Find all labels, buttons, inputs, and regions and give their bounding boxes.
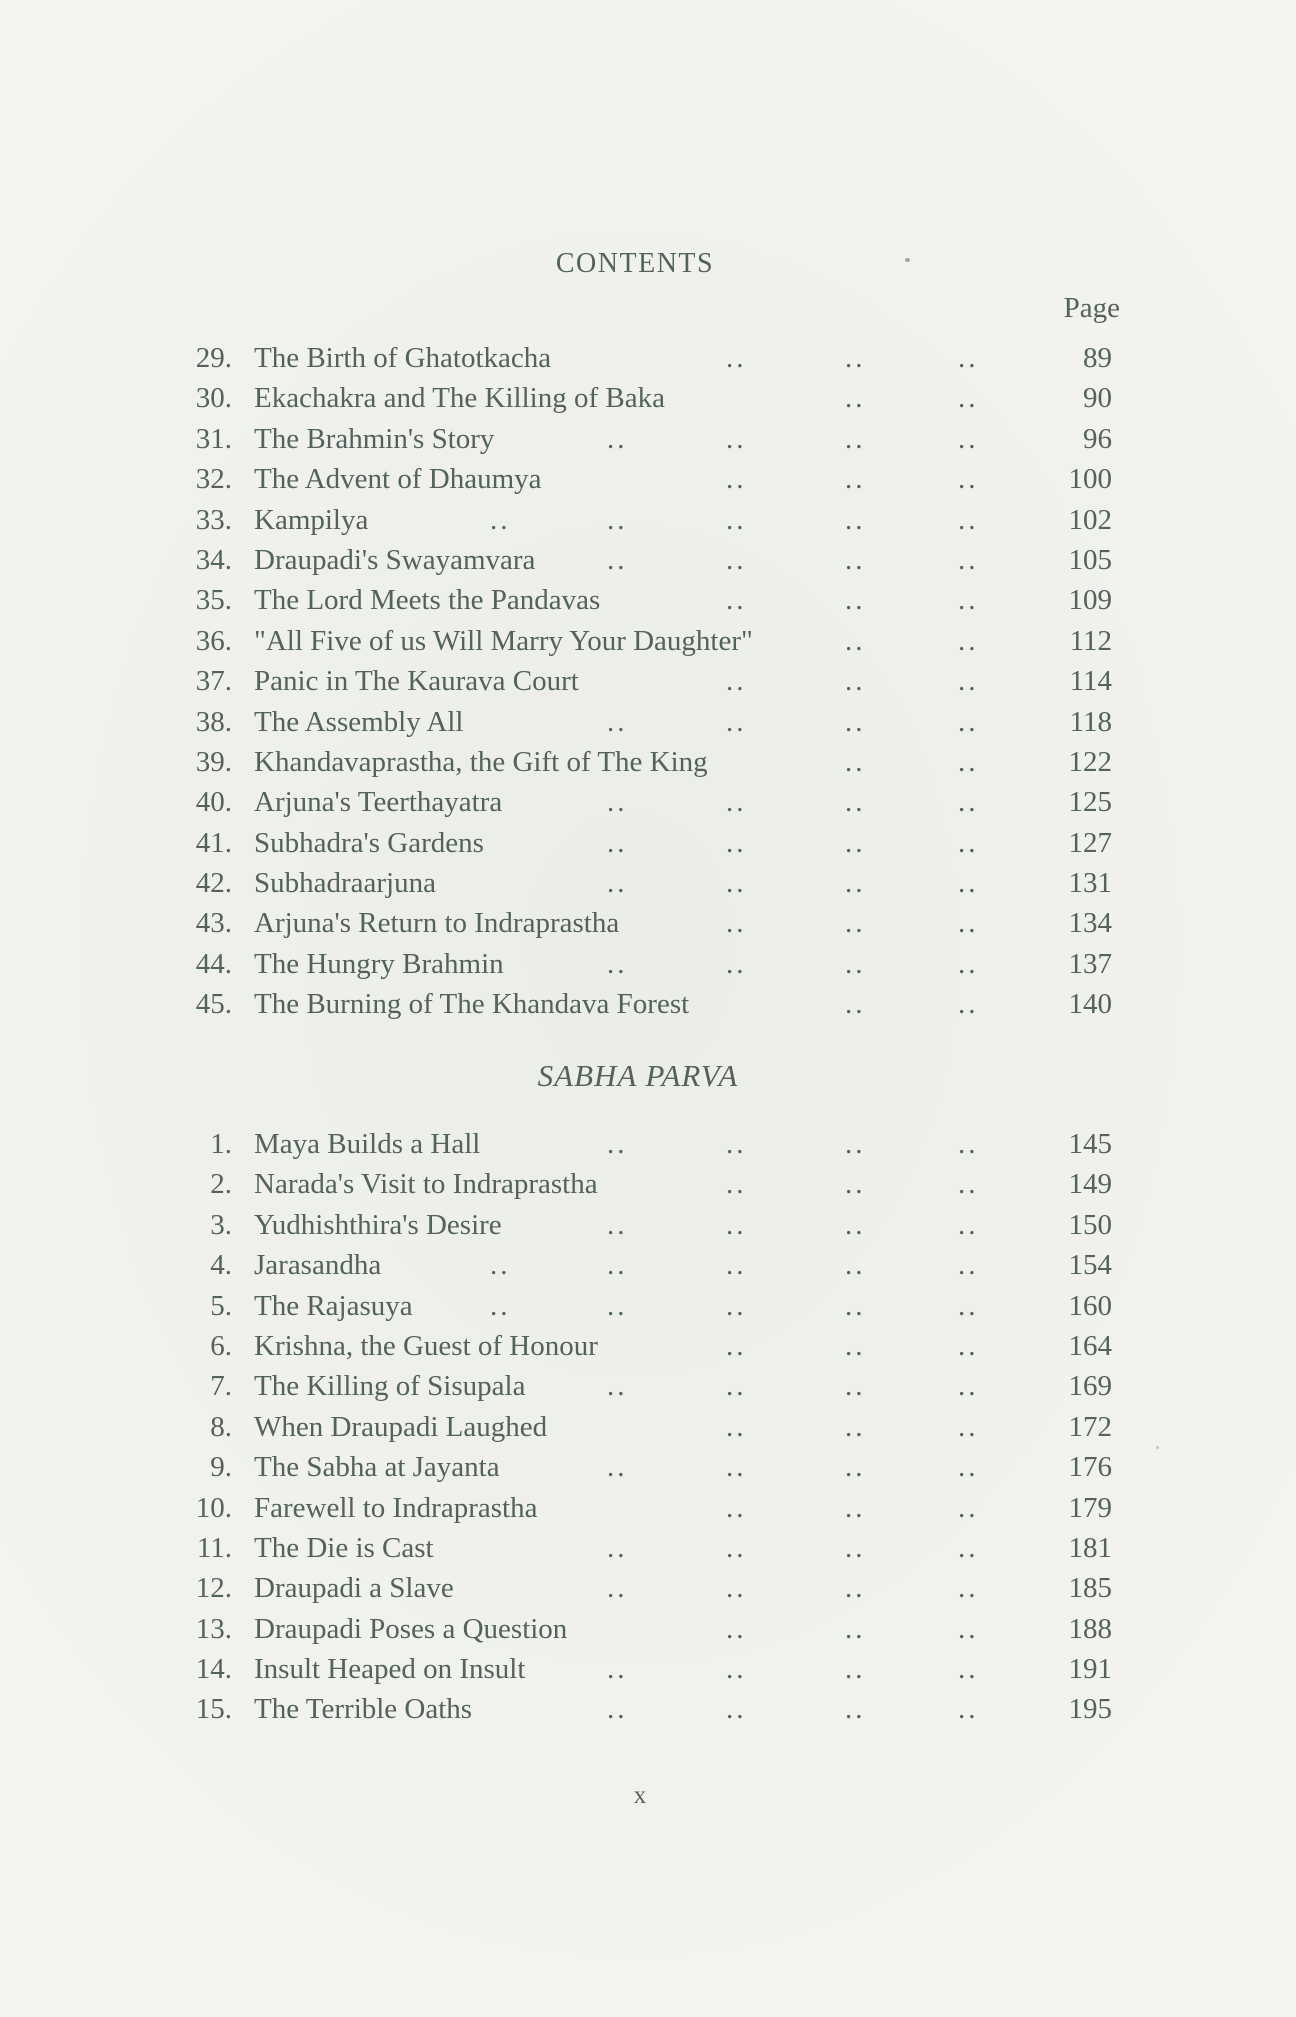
entry-number: 14. <box>195 1653 232 1686</box>
entry-page-number: 137 <box>1068 947 1112 980</box>
entry-title: Narada's Visit to Indraprastha <box>254 1168 598 1201</box>
leader-dots: .. <box>726 826 747 859</box>
leader-dots: .. <box>726 1612 747 1645</box>
entry-page-number: 122 <box>1068 745 1112 778</box>
toc-entry <box>140 702 1112 742</box>
entry-page-number: 145 <box>1068 1128 1112 1160</box>
leader-dots: .. <box>958 1612 979 1645</box>
entry-page-number: 96 <box>1083 422 1112 455</box>
entry-page-number: 172 <box>1068 1410 1112 1443</box>
leader-dots: .. <box>726 584 747 617</box>
leader-dots: .. <box>958 543 979 576</box>
leader-dots: .. <box>845 342 866 374</box>
leader-dots: .. <box>726 786 747 819</box>
leader-dots: .. <box>958 1451 979 1484</box>
entry-title: The Killing of Sisupala <box>254 1370 526 1403</box>
toc-entry <box>140 459 1112 499</box>
entry-page-number: 191 <box>1068 1653 1112 1686</box>
entry-number: 8. <box>210 1410 232 1443</box>
leader-dots: .. <box>845 907 866 940</box>
leader-dots: .. <box>607 503 628 536</box>
toc-entry <box>140 1326 1112 1366</box>
toc-entry <box>140 1488 1112 1528</box>
toc-entry <box>140 1407 1112 1447</box>
leader-dots: .. <box>726 1289 747 1322</box>
leader-dots: .. <box>958 745 979 778</box>
entry-page-number: 179 <box>1068 1491 1112 1524</box>
toc-entry <box>140 621 1112 661</box>
leader-dots: .. <box>607 422 628 455</box>
entry-page-number: 127 <box>1068 826 1112 859</box>
entry-page-number: 114 <box>1069 665 1112 698</box>
leader-dots: .. <box>726 1491 747 1524</box>
leader-dots: .. <box>958 503 979 536</box>
entry-page-number: 109 <box>1068 584 1112 617</box>
leader-dots: .. <box>607 705 628 738</box>
leader-dots: .. <box>845 1410 866 1443</box>
leader-dots: .. <box>607 1572 628 1605</box>
leader-dots: .. <box>726 1329 747 1362</box>
entry-number: 10. <box>195 1491 232 1524</box>
entry-title: Draupadi a Slave <box>254 1572 454 1605</box>
toc-entry <box>140 742 1112 782</box>
leader-dots: .. <box>490 503 511 536</box>
leader-dots: .. <box>958 1491 979 1524</box>
leader-dots: .. <box>726 1370 747 1403</box>
folio-page-number: x <box>633 1782 647 1809</box>
leader-dots: .. <box>845 1693 866 1726</box>
leader-dots: .. <box>726 543 747 576</box>
leader-dots: .. <box>958 1531 979 1564</box>
entry-number: 36. <box>195 624 232 657</box>
toc-entry <box>140 1124 1112 1164</box>
leader-dots: .. <box>845 1491 866 1524</box>
entry-title: Khandavaprastha, the Gift of The King <box>254 745 708 778</box>
leader-dots: .. <box>845 1168 866 1201</box>
entry-title: Jarasandha <box>254 1249 382 1282</box>
entry-page-number: 181 <box>1068 1531 1112 1564</box>
toc-entry <box>140 1164 1112 1204</box>
entry-number: 43. <box>195 907 232 940</box>
leader-dots: .. <box>958 705 979 738</box>
entry-number: 6. <box>210 1329 232 1362</box>
leader-dots: .. <box>845 1249 866 1282</box>
leader-dots: .. <box>726 947 747 980</box>
entry-title: Subhadra's Gardens <box>254 826 484 859</box>
leader-dots: .. <box>726 463 747 496</box>
scan-speck <box>905 258 910 262</box>
leader-dots: .. <box>726 1572 747 1605</box>
leader-dots: .. <box>845 503 866 536</box>
toc-section-adi-parva-continued <box>140 338 1112 1025</box>
toc-entry <box>140 338 1112 378</box>
entry-title: The Burning of The Khandava Forest <box>254 988 690 1021</box>
entry-number: 37. <box>195 665 232 698</box>
leader-dots: .. <box>726 1451 747 1484</box>
leader-dots: .. <box>845 705 866 738</box>
leader-dots: .. <box>845 1572 866 1605</box>
entry-page-number: 89 <box>1083 342 1112 374</box>
entry-number: 35. <box>195 584 232 617</box>
leader-dots: .. <box>958 786 979 819</box>
leader-dots: .. <box>726 1208 747 1241</box>
entry-page-number: 118 <box>1069 705 1112 738</box>
entry-number: 3. <box>210 1208 232 1241</box>
entry-title: When Draupadi Laughed <box>254 1410 548 1443</box>
entry-title: Subhadraarjuna <box>254 867 436 900</box>
toc-entry <box>140 1286 1112 1326</box>
leader-dots: .. <box>607 1289 628 1322</box>
leader-dots: .. <box>845 382 866 415</box>
toc-entry <box>140 661 1112 701</box>
entry-page-number: 105 <box>1068 543 1112 576</box>
leader-dots: .. <box>607 1451 628 1484</box>
leader-dots: .. <box>958 584 979 617</box>
leader-dots: .. <box>726 1693 747 1726</box>
entry-page-number: 125 <box>1068 786 1112 819</box>
leader-dots: .. <box>958 1249 979 1282</box>
leader-dots: .. <box>845 1531 866 1564</box>
entry-page-number: 131 <box>1068 867 1112 900</box>
entry-page-number: 185 <box>1068 1572 1112 1605</box>
entry-page-number: 150 <box>1068 1208 1112 1241</box>
entry-number: 4. <box>210 1249 232 1282</box>
entry-number: 11. <box>196 1531 232 1564</box>
leader-dots: .. <box>958 867 979 900</box>
leader-dots: .. <box>726 503 747 536</box>
entry-page-number: 112 <box>1069 624 1112 657</box>
leader-dots: .. <box>845 584 866 617</box>
entry-title: The Brahmin's Story <box>254 422 495 455</box>
entry-title: Arjuna's Return to Indraprastha <box>254 907 620 940</box>
leader-dots: .. <box>958 1168 979 1201</box>
toc-entry <box>140 823 1112 863</box>
entry-number: 12. <box>195 1572 232 1605</box>
leader-dots: .. <box>958 1693 979 1726</box>
leader-dots: .. <box>958 1329 979 1362</box>
leader-dots: .. <box>958 342 979 374</box>
entry-number: 30. <box>195 382 232 415</box>
entry-title: Farewell to Indraprastha <box>254 1491 538 1524</box>
leader-dots: .. <box>845 1370 866 1403</box>
leader-dots: .. <box>726 422 747 455</box>
entry-number: 41. <box>195 826 232 859</box>
toc-entry <box>140 1609 1112 1649</box>
toc-entry <box>140 1245 1112 1285</box>
entry-number: 32. <box>195 463 232 496</box>
leader-dots: .. <box>607 1653 628 1686</box>
leader-dots: .. <box>958 1289 979 1322</box>
leader-dots: .. <box>845 1128 866 1160</box>
leader-dots: .. <box>845 1289 866 1322</box>
entry-title: Krishna, the Guest of Honour <box>254 1329 598 1362</box>
leader-dots: .. <box>607 947 628 980</box>
leader-dots: .. <box>958 947 979 980</box>
page-title: CONTENTS <box>555 248 715 279</box>
entry-title: Panic in The Kaurava Court <box>254 665 579 698</box>
entry-page-number: 195 <box>1068 1693 1112 1726</box>
entry-title: Draupadi's Swayamvara <box>254 543 536 576</box>
leader-dots: .. <box>490 1249 511 1282</box>
leader-dots: .. <box>958 1208 979 1241</box>
entry-page-number: 102 <box>1068 503 1112 536</box>
leader-dots: .. <box>607 826 628 859</box>
entry-number: 45. <box>195 988 232 1021</box>
toc-entry <box>140 419 1112 459</box>
toc-entry <box>140 903 1112 943</box>
toc-entry <box>140 500 1112 540</box>
leader-dots: .. <box>726 1249 747 1282</box>
toc-entry <box>140 984 1112 1024</box>
entry-number: 38. <box>195 705 232 738</box>
entry-number: 31. <box>195 422 232 455</box>
entry-page-number: 188 <box>1068 1612 1112 1645</box>
entry-number: 5. <box>210 1289 232 1322</box>
entry-number: 34. <box>195 543 232 576</box>
leader-dots: .. <box>726 705 747 738</box>
leader-dots: .. <box>845 745 866 778</box>
leader-dots: .. <box>845 1329 866 1362</box>
section-heading-sabha-parva: SABHA PARVA <box>537 1058 739 1093</box>
entry-title: Draupadi Poses a Question <box>254 1612 568 1645</box>
entry-page-number: 149 <box>1068 1168 1112 1201</box>
entry-page-number: 140 <box>1068 988 1112 1021</box>
entry-title: The Advent of Dhaumya <box>254 463 542 496</box>
leader-dots: .. <box>958 422 979 455</box>
leader-dots: .. <box>958 826 979 859</box>
entry-title: The Assembly All <box>254 705 464 738</box>
leader-dots: .. <box>726 1410 747 1443</box>
toc-entry <box>140 1649 1112 1689</box>
entry-title: Kampilya <box>254 503 369 536</box>
entry-number: 2. <box>210 1168 232 1201</box>
entry-title: Yudhishthira's Desire <box>254 1208 502 1241</box>
entry-number: 9. <box>210 1451 232 1484</box>
leader-dots: .. <box>845 1653 866 1686</box>
entry-title: Arjuna's Teerthayatra <box>254 786 503 819</box>
toc-entry <box>140 863 1112 903</box>
leader-dots: .. <box>958 382 979 415</box>
leader-dots: .. <box>845 1612 866 1645</box>
leader-dots: .. <box>958 665 979 698</box>
entry-title: Maya Builds a Hall <box>254 1128 481 1160</box>
leader-dots: .. <box>607 1693 628 1726</box>
entry-page-number: 164 <box>1068 1329 1112 1362</box>
entry-title: The Terrible Oaths <box>254 1693 473 1726</box>
entry-number: 33. <box>195 503 232 536</box>
leader-dots: .. <box>726 665 747 698</box>
entry-page-number: 160 <box>1068 1289 1112 1322</box>
leader-dots: .. <box>490 1289 511 1322</box>
leader-dots: .. <box>726 907 747 940</box>
toc-entry <box>140 540 1112 580</box>
leader-dots: .. <box>726 867 747 900</box>
leader-dots: .. <box>726 1168 747 1201</box>
leader-dots: .. <box>845 947 866 980</box>
leader-dots: .. <box>958 1370 979 1403</box>
leader-dots: .. <box>845 867 866 900</box>
page-column-header: Page <box>1063 292 1120 324</box>
leader-dots: .. <box>845 422 866 455</box>
leader-dots: .. <box>958 1572 979 1605</box>
leader-dots: .. <box>607 1370 628 1403</box>
leader-dots: .. <box>845 786 866 819</box>
leader-dots: .. <box>845 988 866 1021</box>
entry-title: The Rajasuya <box>254 1289 413 1322</box>
toc-entry <box>140 944 1112 984</box>
leader-dots: .. <box>726 1531 747 1564</box>
leader-dots: .. <box>607 786 628 819</box>
leader-dots: .. <box>845 665 866 698</box>
leader-dots: .. <box>958 1128 979 1160</box>
entry-title: Ekachakra and The Killing of Baka <box>254 382 665 415</box>
entry-page-number: 90 <box>1083 382 1112 415</box>
entry-page-number: 154 <box>1068 1249 1112 1282</box>
entry-number: 7. <box>210 1370 232 1403</box>
leader-dots: .. <box>726 1653 747 1686</box>
entry-number: 13. <box>195 1612 232 1645</box>
toc-entry <box>140 1205 1112 1245</box>
entry-title: The Birth of Ghatotkacha <box>254 342 552 374</box>
entry-title: "All Five of us Will Marry Your Daughter" <box>254 624 753 657</box>
entry-number: 39. <box>195 745 232 778</box>
leader-dots: .. <box>607 543 628 576</box>
entry-title: Insult Heaped on Insult <box>254 1653 526 1686</box>
leader-dots: .. <box>607 1249 628 1282</box>
entry-page-number: 100 <box>1068 463 1112 496</box>
leader-dots: .. <box>607 867 628 900</box>
scan-speck <box>1156 1446 1159 1449</box>
entry-number: 40. <box>195 786 232 819</box>
leader-dots: .. <box>607 1531 628 1564</box>
leader-dots: .. <box>607 1208 628 1241</box>
toc-entry <box>140 580 1112 620</box>
entry-number: 44. <box>195 947 232 980</box>
leader-dots: .. <box>958 988 979 1021</box>
leader-dots: .. <box>958 624 979 657</box>
entry-number: 1. <box>210 1128 232 1160</box>
entry-title: The Hungry Brahmin <box>254 947 504 980</box>
entry-number: 42. <box>195 867 232 900</box>
leader-dots: .. <box>845 624 866 657</box>
leader-dots: .. <box>845 543 866 576</box>
leader-dots: .. <box>726 1128 747 1160</box>
toc-entry <box>140 782 1112 822</box>
leader-dots: .. <box>958 463 979 496</box>
entry-number: 29. <box>195 342 232 374</box>
entry-page-number: 176 <box>1068 1451 1112 1484</box>
leader-dots: .. <box>726 342 747 374</box>
leader-dots: .. <box>845 1451 866 1484</box>
entry-number: 15. <box>195 1693 232 1726</box>
toc-entry <box>140 1366 1112 1406</box>
entry-page-number: 169 <box>1068 1370 1112 1403</box>
entry-title: The Lord Meets the Pandavas <box>254 584 601 617</box>
entry-title: The Sabha at Jayanta <box>254 1451 500 1484</box>
leader-dots: .. <box>958 1410 979 1443</box>
leader-dots: .. <box>958 907 979 940</box>
entry-title: The Die is Cast <box>254 1531 434 1564</box>
toc-entry <box>140 378 1112 418</box>
toc-entry <box>140 1528 1112 1568</box>
toc-entry <box>140 1689 1112 1729</box>
toc-section-sabha-parva <box>140 1124 1112 1730</box>
toc-entry <box>140 1447 1112 1487</box>
leader-dots: .. <box>958 1653 979 1686</box>
toc-entry <box>140 1568 1112 1608</box>
leader-dots: .. <box>845 826 866 859</box>
leader-dots: .. <box>845 1208 866 1241</box>
entry-page-number: 134 <box>1068 907 1112 940</box>
leader-dots: .. <box>607 1128 628 1160</box>
leader-dots: .. <box>845 463 866 496</box>
